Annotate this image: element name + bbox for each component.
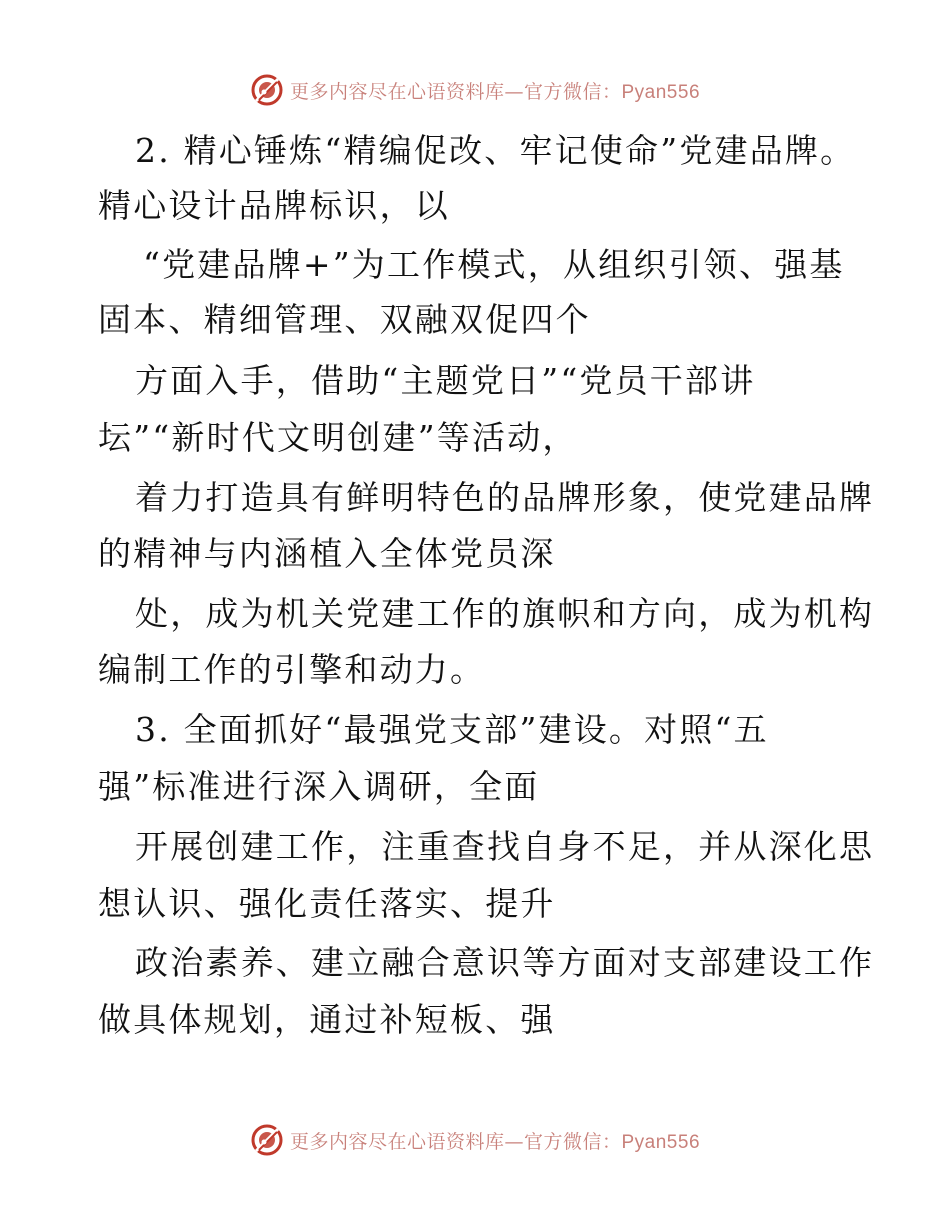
brand-logo-icon bbox=[250, 73, 284, 107]
header-watermark bbox=[0, 70, 950, 110]
paragraph-5-line-1: 处，成为机关党建工作的旗帜和方向，成为机构 bbox=[135, 594, 875, 633]
paragraph-3-line-1: 方面入手，借助“主题党日”“党员干部讲 bbox=[135, 361, 756, 400]
paragraph-2-line-2: 固本、精细管理、双融双促四个 bbox=[98, 300, 591, 339]
paragraph-4-line-1: 着力打造具有鲜明特色的品牌形象，使党建品牌 bbox=[135, 478, 875, 517]
paragraph-7-line-2: 想认识、强化责任落实、提升 bbox=[98, 884, 556, 923]
brand-logo-icon bbox=[250, 1123, 284, 1157]
paragraph-3-line-2: 坛”“新时代文明创建”等活动， bbox=[98, 418, 578, 457]
paragraph-1-line-2: 精心设计品牌标识，以 bbox=[98, 186, 450, 225]
watermark-text: 更多内容尽在心语资料库—官方微信：Pyan556 bbox=[289, 1130, 701, 1153]
paragraph-8-line-1: 政治素养、建立融合意识等方面对支部建设工作 bbox=[135, 943, 875, 982]
watermark-text: 更多内容尽在心语资料库—官方微信：Pyan556 bbox=[289, 80, 701, 103]
paragraph-6-line-2: 强”标准进行深入调研，全面 bbox=[98, 767, 540, 806]
paragraph-1-line-1: 2. 精心锤炼“精编促改、牢记使命”党建品牌。 bbox=[135, 131, 856, 170]
paragraph-5-line-2: 编制工作的引擎和动力。 bbox=[98, 650, 486, 689]
paragraph-8-line-2: 做具体规划，通过补短板、强 bbox=[98, 1000, 556, 1039]
footer-watermark bbox=[0, 1120, 950, 1160]
paragraph-2-line-1: “党建品牌+”为工作模式，从组织引领、强基 bbox=[143, 245, 845, 284]
paragraph-6-line-1: 3. 全面抓好“最强党支部”建设。对照“五 bbox=[135, 710, 769, 749]
paragraph-7-line-1: 开展创建工作，注重查找自身不足，并从深化思 bbox=[135, 827, 875, 866]
paragraph-4-line-2: 的精神与内涵植入全体党员深 bbox=[98, 534, 556, 573]
